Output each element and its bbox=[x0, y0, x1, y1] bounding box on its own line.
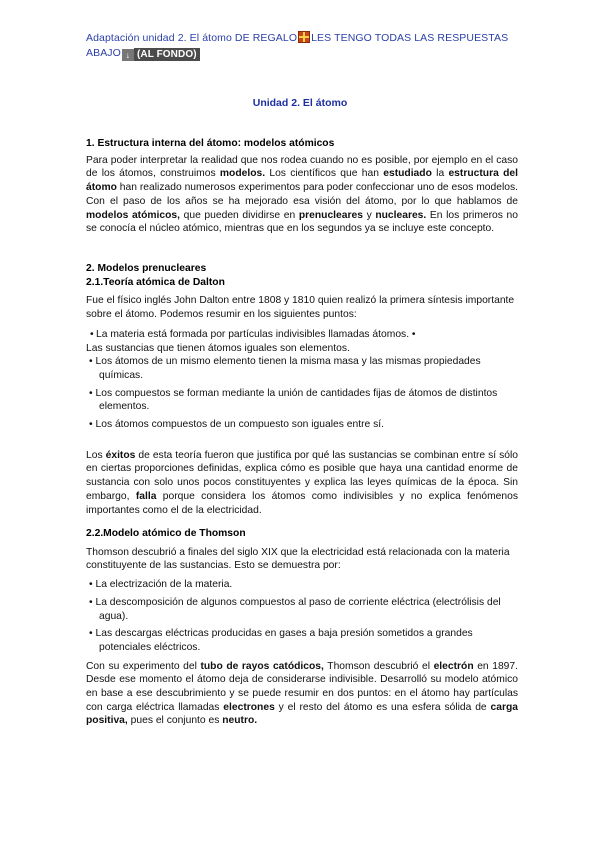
text-run-bold: neutro. bbox=[222, 715, 258, 727]
banner-text-2: LES TENGO TODAS LAS RESPUESTAS bbox=[311, 32, 509, 44]
section-2-heading: 2. Modelos prenucleares bbox=[86, 263, 207, 274]
dalton-intro: Fue el físico inglés John Dalton entre 1808 y 1810 quien realizó la primera síntesis importante sobre el átomo. Podemos resumir en los siguientes puntos: bbox=[86, 295, 515, 321]
list-item-text: Los compuestos se forman mediante la unión de cantidades fijas de átomos de distintos elementos. bbox=[95, 387, 498, 413]
list-item bbox=[86, 418, 518, 432]
bullet: • bbox=[89, 596, 93, 608]
banner-text-3: ABAJO bbox=[86, 47, 121, 59]
text-run: Los científicos que han bbox=[265, 168, 384, 180]
list-item-text: Las descargas eléctricas producidas en gases a baja presión sometidos a grandes potenciales eléctricos. bbox=[95, 628, 473, 653]
text-run: En los primeros no se conocía el núcleo atómico, mientras que en los segundos ya se incluye este concepto. bbox=[86, 209, 518, 235]
text-run: y el resto del átomo es una esfera sólida de bbox=[274, 701, 491, 713]
bullet: • bbox=[89, 579, 93, 591]
text-run: Para poder interpretar la realidad que nos rodea cuando no es posible, por ejemplo en el caso de los átomos, construimos bbox=[86, 154, 518, 180]
text-run-bold: éxitos bbox=[105, 449, 136, 461]
section-2-2-heading: 2.2.Modelo atómico de Thomson bbox=[86, 528, 246, 539]
text-run-bold: electrones bbox=[223, 701, 275, 713]
promo-banner[interactable] bbox=[86, 31, 526, 61]
gift-icon bbox=[298, 31, 310, 43]
text-run-bold: modelos. bbox=[219, 168, 266, 180]
bullet: • bbox=[89, 628, 93, 640]
bullet: • bbox=[89, 356, 93, 368]
list-item-text: La materia está formada por partículas indivisibles llamadas átomos. • bbox=[96, 328, 416, 340]
list-item bbox=[86, 596, 518, 623]
list-item-text: Las sustancias que tienen átomos iguales son elementos. bbox=[86, 342, 350, 354]
text-run: han realizado numerosos experimentos para poder confeccionar uno de esos modelos. Con el paso de los años se ha mejorado esa visión del átomo, por lo que hablamos de bbox=[86, 182, 518, 207]
section-1-paragraph bbox=[86, 154, 518, 236]
list-item bbox=[86, 387, 518, 414]
list-item bbox=[86, 355, 518, 382]
section-1 bbox=[86, 137, 518, 236]
text-run: Con su experimento del bbox=[86, 660, 201, 672]
section-1-heading: 1. Estructura interna del átomo: modelos atómicos bbox=[86, 138, 335, 149]
page-title: Unidad 2. El átomo bbox=[252, 97, 348, 109]
text-run-bold: estudiado bbox=[383, 168, 432, 180]
bullet: • bbox=[89, 419, 93, 431]
text-run: Thomson descubrió el bbox=[323, 660, 434, 672]
thomson-paragraph bbox=[86, 660, 518, 729]
bullet: • bbox=[90, 328, 94, 340]
list-item bbox=[86, 578, 518, 592]
section-2 bbox=[86, 262, 518, 517]
list-item-text: Los átomos compuestos de un compuesto son iguales entre sí. bbox=[95, 419, 384, 431]
list-item bbox=[86, 328, 518, 342]
list-item-text: Los átomos de un mismo elemento tienen la misma masa y las mismas propiedades químicas. bbox=[95, 356, 481, 381]
section-2-1-heading: 2.1.Teoría atómica de Dalton bbox=[86, 276, 225, 288]
dalton-paragraph bbox=[86, 449, 518, 518]
text-run-bold: estructura del átomo bbox=[86, 168, 518, 194]
al-fondo-button[interactable]: (AL FONDO) bbox=[134, 48, 200, 61]
text-run-bold: tubo de rayos catódicos, bbox=[200, 660, 324, 672]
text-run-bold: nucleares. bbox=[375, 209, 427, 221]
banner-text: Adaptación unidad 2. El átomo DE REGALO bbox=[86, 32, 298, 44]
text-run: de esta teoría fueron que justifica por qué las sustancias se combinan entre sí sólo en ciertas proporciones definidas, explica cómo es posible que haya una cantidad enorme de sustancia con solo unos pocos constituyentes y explica las leyes químicas de la época. Sin embargo, bbox=[86, 449, 519, 502]
section-thomson bbox=[86, 527, 518, 728]
text-run: en 1897. Desde ese momento el átomo deja de considerarse indivisible. Desarrolló su modelo atómico en base a ese descubrimiento y se puede resumir en dos puntos: en el átomo hay partículas con carga eléctrica llamadas bbox=[86, 660, 518, 713]
text-run-bold: carga positiva, bbox=[86, 701, 518, 727]
list-item-text: La electrización de la materia. bbox=[95, 579, 233, 591]
thomson-intro: Thomson descubrió a finales del siglo XIX que la electricidad está relacionada con la materia constituyente de las sustancias. Esto se demuestra por: bbox=[86, 546, 510, 572]
text-run: porque considera los átomos como indivisibles y no explica fenómenos importantes como el de la electricidad. bbox=[86, 490, 518, 516]
bullet: • bbox=[89, 387, 93, 399]
text-run: pues el conjunto es bbox=[127, 715, 223, 727]
arrow-down-icon: ↓ bbox=[122, 49, 134, 61]
text-run-bold: electrón bbox=[433, 660, 474, 672]
list-item bbox=[86, 627, 518, 654]
text-run-bold: modelos atómicos, bbox=[86, 209, 181, 221]
text-run: que pueden dividirse en bbox=[180, 209, 299, 221]
text-run: Los bbox=[86, 449, 106, 461]
text-run: la bbox=[431, 168, 449, 180]
text-run-bold: falla bbox=[135, 490, 157, 502]
text-run: y bbox=[362, 209, 376, 221]
text-run-bold: prenucleares bbox=[298, 209, 363, 221]
list-item-text: La descomposición de algunos compuestos al paso de corriente eléctrica (electrólisis del agua). bbox=[95, 596, 501, 622]
